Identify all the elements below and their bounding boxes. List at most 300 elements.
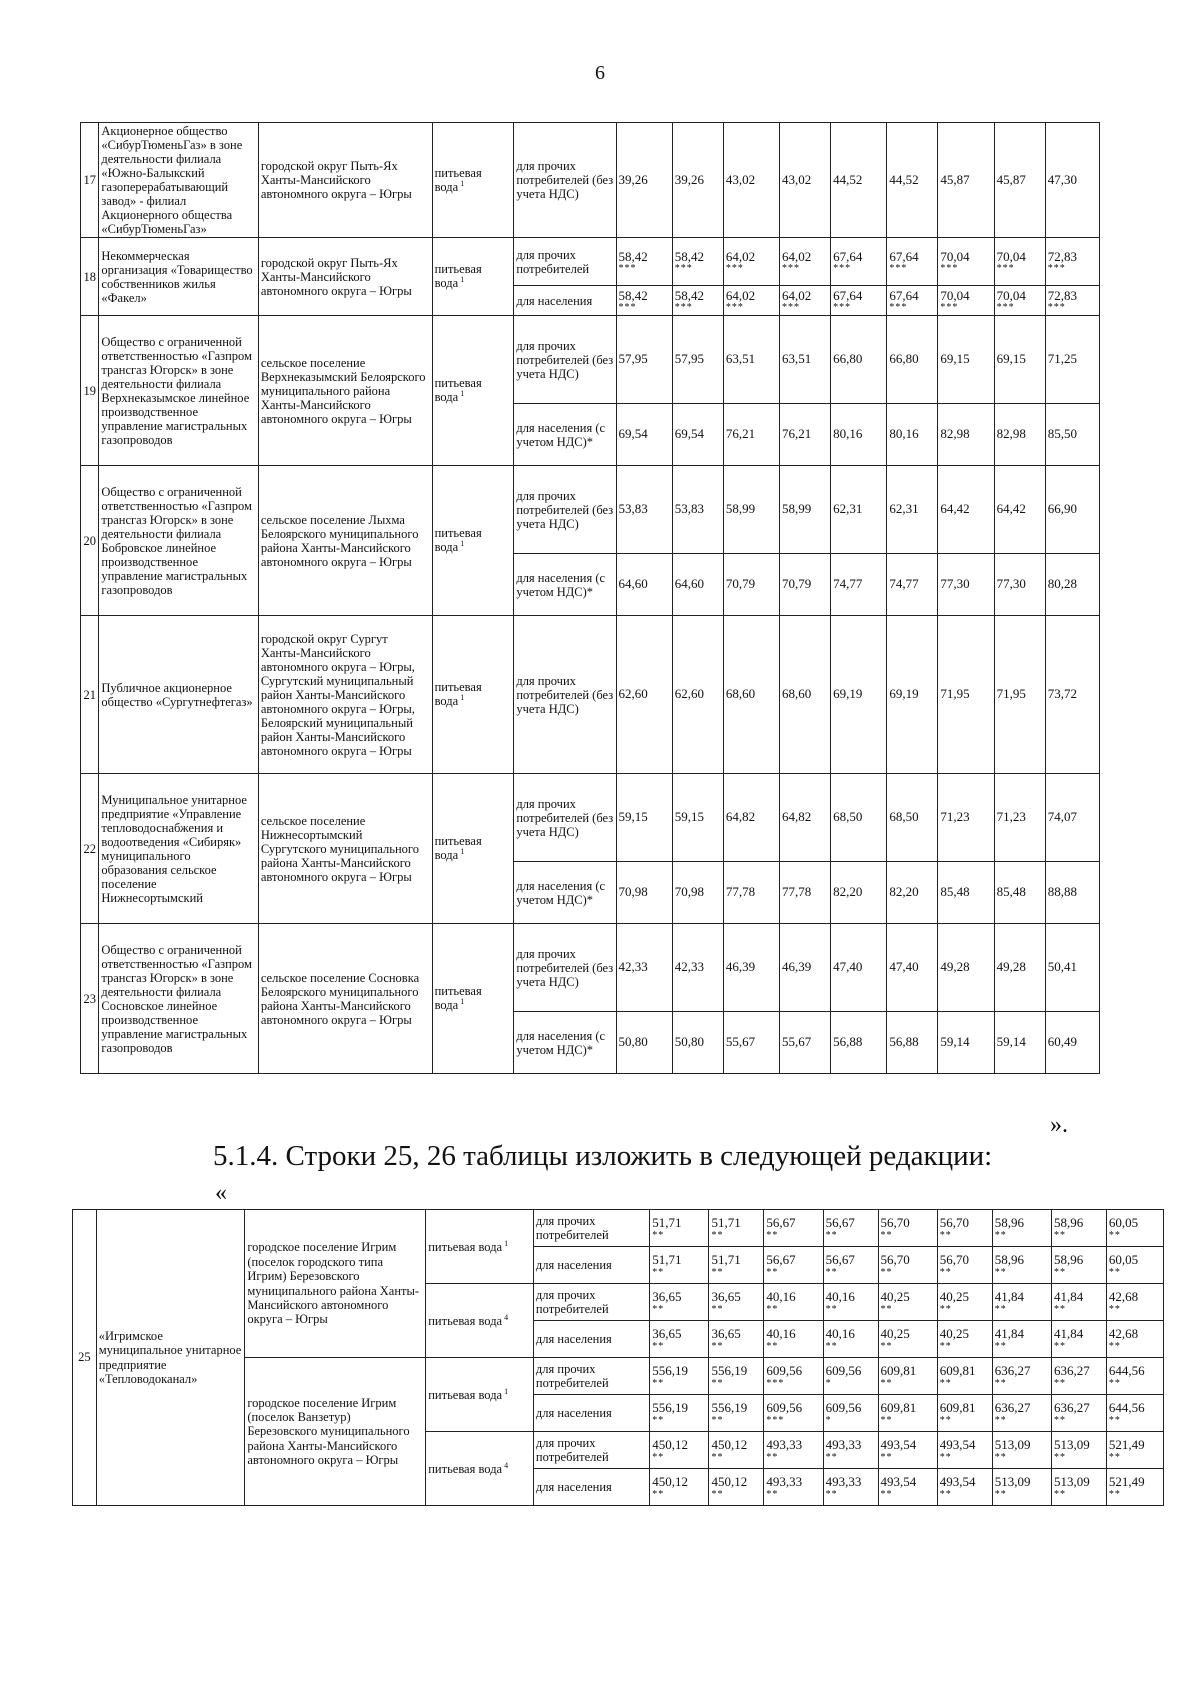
tariff-value (616, 238, 672, 286)
tariff-number: 42,68 (1108, 1326, 1139, 1342)
footnote-stars: ** (939, 1229, 952, 1241)
footnote-stars: ** (994, 1451, 1007, 1463)
tariff-number: 77,78 (725, 884, 756, 900)
footnote-stars: ** (1108, 1377, 1121, 1389)
tariff-value (672, 774, 723, 862)
tariff-value (723, 238, 779, 286)
tariff-number: 64,02 (782, 248, 812, 264)
tariff-number: 66,90 (1047, 501, 1077, 517)
organization-name: «Игримское муниципальное унитарное предприятие «Тепловодоканал» (96, 1210, 245, 1506)
tariff-value (823, 1469, 878, 1506)
footnote-stars: ** (652, 1377, 665, 1389)
tariff-number: 58,42 (618, 248, 648, 264)
resource-type (432, 466, 514, 616)
tariff-number: 59,15 (618, 809, 648, 825)
tariff-value (1045, 862, 1099, 924)
footnote-stars: ** (652, 1266, 665, 1278)
tariff-number: 40,25 (880, 1326, 910, 1342)
tariff-value (937, 1210, 992, 1247)
tariff-value (723, 554, 779, 616)
consumer-category: для прочих потребителей (без учета НДС) (514, 924, 616, 1012)
tariff-value (616, 774, 672, 862)
footnote-stars: ** (880, 1451, 893, 1463)
tariff-number: 68,50 (889, 809, 919, 825)
tariff-value (709, 1210, 764, 1247)
footnote-stars: ** (994, 1303, 1007, 1315)
tariff-number: 64,60 (618, 576, 648, 592)
tariff-number: 609,81 (939, 1363, 976, 1379)
tariff-value (831, 554, 887, 616)
tariff-number: 56,88 (833, 1034, 863, 1050)
tariff-value (672, 616, 723, 774)
footnote-stars: ** (939, 1414, 952, 1426)
tariff-value (650, 1321, 709, 1358)
tariff-value (831, 862, 887, 924)
tariff-number: 85,50 (1047, 426, 1077, 442)
territory: городское поселение Игрим (поселок Ванзетур) Березовского муниципального района Ханты-Мансийского автономного округа – Югры (245, 1358, 426, 1506)
tariff-value (938, 774, 994, 862)
tariff-value (672, 238, 723, 286)
tariff-value (672, 316, 723, 404)
tariff-value (616, 554, 672, 616)
tariff-number: 70,04 (996, 248, 1026, 264)
tariff-number: 36,65 (652, 1289, 682, 1305)
tariff-value (887, 862, 938, 924)
tariff-number: 57,95 (618, 351, 648, 367)
tariff-value (1051, 1247, 1106, 1284)
footnote-stars: ** (1108, 1488, 1121, 1500)
tariff-number: 68,60 (725, 686, 756, 702)
consumer-category: для прочих потребителей (514, 238, 616, 286)
tariff-value (616, 616, 672, 774)
tariff-number: 40,25 (939, 1326, 970, 1342)
tariff-number: 59,14 (940, 1034, 970, 1050)
footnote-marker: 4 (504, 1312, 509, 1322)
resource-label: питьевая вода (428, 1239, 503, 1254)
tariff-number: 51,71 (652, 1215, 682, 1231)
tariff-number: 73,72 (1047, 686, 1077, 702)
tariff-number: 45,87 (996, 171, 1026, 187)
territory: сельское поселение Нижнесортымский Сургутского муниципального района Ханты-Мансийского автономного округа – Югры (258, 774, 432, 924)
territory: сельское поселение Сосновка Белоярского муниципального района Ханты-Мансийского автономного округа – Югры (258, 924, 432, 1074)
tariff-number: 69,15 (996, 351, 1026, 367)
tariff-value (709, 1358, 764, 1395)
tariff-value (672, 924, 723, 1012)
tariff-number: 85,48 (940, 884, 970, 900)
tariff-number: 636,27 (1053, 1400, 1090, 1416)
resource-label: питьевая вода (434, 165, 482, 195)
tariff-value (878, 1358, 937, 1395)
tariff-number: 70,98 (674, 884, 704, 900)
tariff-value (723, 404, 779, 466)
tariff-number: 636,27 (994, 1400, 1031, 1416)
tariff-number: 44,52 (889, 171, 919, 187)
tariff-number: 70,04 (940, 287, 970, 303)
footnote-stars: ** (1053, 1266, 1066, 1278)
consumer-category: для населения (с учетом НДС)* (514, 862, 616, 924)
footnote-stars: ** (825, 1340, 838, 1352)
footnote-stars: *** (996, 263, 1015, 275)
tariff-number: 74,77 (889, 576, 919, 592)
footnote-stars: *** (725, 263, 744, 275)
tariff-value (1045, 774, 1099, 862)
footnote-stars: ** (939, 1488, 952, 1500)
footnote-stars: ** (766, 1451, 779, 1463)
tariff-number: 55,67 (725, 1034, 756, 1050)
resource-label: питьевая вода (434, 526, 482, 555)
footnote-stars: ** (939, 1266, 952, 1278)
tariff-value (723, 774, 779, 862)
footnote-stars: ** (825, 1451, 838, 1463)
footnote-stars: ** (1108, 1451, 1121, 1463)
consumer-category: для прочих потребителей (без учета НДС) (514, 123, 616, 238)
tariff-value (937, 1395, 992, 1432)
tariff-value (831, 404, 887, 466)
tariff-number: 57,95 (674, 351, 704, 367)
tariff-number: 60,05 (1108, 1252, 1139, 1268)
tariff-value (1106, 1469, 1163, 1506)
consumer-category: для прочих потребителей (без учета НДС) (514, 466, 616, 554)
tariff-value (764, 1358, 823, 1395)
territory: городской округ Пыть-Ях Ханты-Мансийского автономного округа – Югры (258, 238, 432, 316)
tariff-number: 77,30 (996, 576, 1026, 592)
tariff-value (764, 1210, 823, 1247)
tariff-number: 556,19 (711, 1400, 748, 1416)
footnote-marker: 1 (504, 1238, 509, 1248)
tariff-value (1051, 1358, 1106, 1395)
tariff-value (992, 1247, 1051, 1284)
tariff-number: 70,98 (618, 884, 648, 900)
tariff-number: 46,39 (725, 959, 756, 975)
tariff-number: 56,70 (939, 1215, 970, 1231)
resource-type (432, 774, 514, 924)
footnote-marker: 1 (460, 178, 465, 188)
tariff-number: 450,12 (652, 1474, 688, 1490)
tariff-number: 493,33 (766, 1474, 803, 1490)
row-number: 17 (81, 123, 99, 238)
tariff-value (992, 1321, 1051, 1358)
tariff-number: 71,95 (940, 686, 970, 702)
tariff-value (823, 1247, 878, 1284)
tariff-value (764, 1321, 823, 1358)
row-number: 21 (81, 616, 99, 774)
tariff-value (723, 316, 779, 404)
tariff-number: 56,67 (825, 1215, 855, 1231)
footnote-stars: *** (782, 302, 801, 314)
tariff-number: 58,42 (674, 287, 704, 303)
tariff-value (992, 1469, 1051, 1506)
tariff-value (723, 1012, 779, 1074)
tariff-number: 42,33 (618, 959, 648, 975)
tariff-number: 42,33 (674, 959, 704, 975)
tariff-number: 69,19 (833, 686, 863, 702)
footnote-stars: ** (939, 1377, 952, 1389)
footnote-stars: ** (994, 1340, 1007, 1352)
tariff-value (938, 238, 994, 286)
consumer-category: для прочих потребителей (533, 1210, 649, 1247)
footnote-stars: ** (711, 1229, 724, 1241)
footnote-marker: 4 (504, 1460, 509, 1470)
footnote-stars: ** (711, 1451, 724, 1463)
footnote-stars: *** (940, 302, 959, 314)
footnote-stars: *** (996, 302, 1015, 314)
tariff-number: 72,83 (1047, 248, 1077, 264)
table-row (81, 123, 1100, 238)
row-number: 22 (81, 774, 99, 924)
row-number: 18 (81, 238, 99, 316)
footnote-stars: ** (1108, 1414, 1121, 1426)
footnote-stars: *** (674, 302, 693, 314)
tariff-number: 67,64 (833, 287, 863, 303)
tariff-value (780, 316, 831, 404)
footnote-stars: *** (674, 263, 693, 275)
tariff-value (672, 123, 723, 238)
tariff-number: 39,26 (618, 171, 648, 187)
tariff-value (887, 238, 938, 286)
tariff-number: 64,02 (725, 287, 756, 303)
tariff-number: 68,60 (782, 686, 812, 702)
footnote-stars: ** (766, 1488, 779, 1500)
tariff-number: 59,14 (996, 1034, 1026, 1050)
territory: сельское поселение Верхнеказымский Белоярского муниципального района Ханты-Мансийского автономного округа – Югры (258, 316, 432, 466)
table-row (81, 924, 1100, 1012)
tariff-value (650, 1358, 709, 1395)
footnote-stars: ** (880, 1488, 893, 1500)
tariff-number: 45,87 (940, 171, 970, 187)
tariff-number: 82,20 (889, 884, 919, 900)
tariff-value (616, 924, 672, 1012)
footnote-stars: *** (833, 263, 852, 275)
tariff-value (1045, 238, 1099, 286)
tariff-number: 70,79 (782, 576, 812, 592)
tariff-value (780, 404, 831, 466)
footnote-stars: *** (1047, 263, 1066, 275)
tariff-number: 69,19 (889, 686, 919, 702)
tariff-value (887, 924, 938, 1012)
tariff-value (650, 1247, 709, 1284)
tariff-number: 44,52 (833, 171, 863, 187)
footnote-stars: ** (1108, 1340, 1121, 1352)
table-row (81, 238, 1100, 286)
footnote-stars: ** (652, 1229, 665, 1241)
consumer-category: для прочих потребителей (533, 1358, 649, 1395)
page-number: 6 (595, 62, 605, 84)
tariff-number: 513,09 (1053, 1474, 1090, 1490)
territory: сельское поселение Лыхма Белоярского муниципального района Ханты-Мансийского автономного округа – Югры (258, 466, 432, 616)
footnote-stars: ** (1053, 1377, 1066, 1389)
consumer-category: для населения (с учетом НДС)* (514, 404, 616, 466)
tariff-value (831, 316, 887, 404)
tariff-number: 64,02 (782, 287, 812, 303)
tariff-value (994, 123, 1045, 238)
tariff-number: 80,28 (1047, 576, 1077, 592)
tariff-value (1045, 404, 1099, 466)
footnote-marker: 1 (460, 847, 465, 857)
tariff-number: 51,71 (652, 1252, 682, 1268)
footnote-stars: ** (1053, 1451, 1066, 1463)
tariff-number: 493,33 (825, 1437, 862, 1453)
tariff-value (878, 1284, 937, 1321)
footnote-stars: ** (939, 1451, 952, 1463)
resource-type (432, 123, 514, 238)
tariff-number: 62,31 (833, 501, 863, 517)
footnote-stars: ** (766, 1340, 779, 1352)
tariff-value (672, 1012, 723, 1074)
tariff-value (994, 316, 1045, 404)
tariff-number: 493,33 (766, 1437, 803, 1453)
tariff-number: 62,60 (618, 686, 648, 702)
organization-name: Общество с ограниченной ответственностью «Газпром трансгаз Югорск» в зоне деятельности филиала Бобровское линейное производственное управление магистральных газопроводов (99, 466, 258, 616)
footnote-stars: *** (833, 302, 852, 314)
tariff-value (1106, 1247, 1163, 1284)
tariff-value (938, 404, 994, 466)
footnote-stars: ** (1108, 1229, 1121, 1241)
tariff-value (1051, 1321, 1106, 1358)
tariff-number: 41,84 (994, 1326, 1024, 1342)
tariff-number: 58,96 (1053, 1252, 1084, 1268)
tariff-value (831, 238, 887, 286)
tariff-value (709, 1321, 764, 1358)
tariff-number: 67,64 (889, 287, 919, 303)
tariff-number: 69,54 (674, 426, 704, 442)
footnote-stars: ** (711, 1303, 724, 1315)
footnote-stars: ** (880, 1340, 893, 1352)
footnote-stars: ** (994, 1229, 1007, 1241)
tariff-number: 493,54 (939, 1437, 976, 1453)
tariff-value (823, 1395, 878, 1432)
tariff-number: 493,54 (880, 1437, 917, 1453)
tariff-table-bottom (72, 1209, 1164, 1506)
tariff-number: 71,25 (1047, 351, 1077, 367)
tariff-number: 42,68 (1108, 1289, 1139, 1305)
tariff-value (723, 616, 779, 774)
tariff-value (937, 1358, 992, 1395)
tariff-value (780, 1012, 831, 1074)
tariff-value (887, 316, 938, 404)
tariff-number: 56,70 (880, 1215, 910, 1231)
tariff-number: 82,98 (940, 426, 970, 442)
footnote-stars: ** (1053, 1303, 1066, 1315)
tariff-number: 60,05 (1108, 1215, 1139, 1231)
tariff-number: 82,98 (996, 426, 1026, 442)
footnote-stars: ** (994, 1414, 1007, 1426)
footnote-stars: ** (1053, 1488, 1066, 1500)
consumer-category: для прочих потребителей (533, 1432, 649, 1469)
footnote-stars: ** (711, 1377, 724, 1389)
tariff-value (994, 554, 1045, 616)
tariff-number: 47,40 (889, 959, 919, 975)
consumer-category: для прочих потребителей (без учета НДС) (514, 616, 616, 774)
footnote-stars: ** (825, 1303, 838, 1315)
tariff-value (650, 1395, 709, 1432)
consumer-category: для населения (с учетом НДС)* (514, 1012, 616, 1074)
consumer-category: для прочих потребителей (533, 1284, 649, 1321)
tariff-number: 556,19 (652, 1400, 688, 1416)
tariff-number: 71,23 (940, 809, 970, 825)
tariff-number: 609,81 (880, 1363, 917, 1379)
tariff-number: 60,49 (1047, 1034, 1077, 1050)
tariff-value (780, 466, 831, 554)
tariff-number: 644,56 (1108, 1400, 1145, 1416)
tariff-value (723, 862, 779, 924)
row-number: 23 (81, 924, 99, 1074)
footnote-stars: ** (880, 1414, 893, 1426)
tariff-value (1045, 316, 1099, 404)
footnote-stars: ** (1053, 1340, 1066, 1352)
tariff-value (938, 862, 994, 924)
tariff-number: 40,25 (880, 1289, 910, 1305)
tariff-value (723, 123, 779, 238)
footnote-stars: ** (711, 1488, 724, 1500)
consumer-category: для населения (533, 1469, 649, 1506)
footnote-stars: ** (825, 1229, 838, 1241)
footnote-stars: ** (652, 1451, 665, 1463)
tariff-number: 41,84 (1053, 1289, 1084, 1305)
resource-type (426, 1210, 534, 1284)
resource-type (426, 1358, 534, 1432)
tariff-value (616, 466, 672, 554)
footnote-stars: *** (889, 302, 908, 314)
tariff-number: 58,42 (674, 248, 704, 264)
tariff-value (1045, 123, 1099, 238)
tariff-value (764, 1284, 823, 1321)
tariff-number: 70,79 (725, 576, 756, 592)
tariff-value (831, 1012, 887, 1074)
tariff-number: 636,27 (994, 1363, 1031, 1379)
tariff-number: 41,84 (1053, 1326, 1084, 1342)
tariff-number: 50,41 (1047, 959, 1077, 975)
tariff-value (616, 404, 672, 466)
tariff-number: 36,65 (711, 1326, 741, 1342)
tariff-value (1045, 924, 1099, 1012)
tariff-value (672, 862, 723, 924)
tariff-number: 36,65 (652, 1326, 682, 1342)
footnote-stars: ** (766, 1303, 779, 1315)
consumer-category: для населения (533, 1395, 649, 1432)
tariff-number: 36,65 (711, 1289, 741, 1305)
tariff-value (887, 286, 938, 316)
tariff-value (723, 286, 779, 316)
tariff-number: 521,49 (1108, 1437, 1145, 1453)
tariff-value (992, 1395, 1051, 1432)
tariff-value (672, 466, 723, 554)
tariff-number: 513,09 (994, 1474, 1031, 1490)
tariff-number: 41,84 (994, 1289, 1024, 1305)
footnote-marker: 1 (460, 539, 465, 549)
tariff-number: 62,60 (674, 686, 704, 702)
tariff-number: 43,02 (782, 171, 812, 187)
tariff-number: 493,33 (825, 1474, 862, 1490)
tariff-value (764, 1432, 823, 1469)
tariff-number: 56,67 (825, 1252, 855, 1268)
tariff-number: 450,12 (652, 1437, 688, 1453)
table-row (73, 1210, 1164, 1247)
tariff-number: 70,04 (996, 287, 1026, 303)
footnote-stars: ** (652, 1488, 665, 1500)
tariff-value (823, 1210, 878, 1247)
tariff-number: 64,42 (940, 501, 970, 517)
footnote-stars: ** (825, 1488, 838, 1500)
table-row (81, 466, 1100, 554)
tariff-value (831, 286, 887, 316)
tariff-value (709, 1284, 764, 1321)
tariff-value (878, 1469, 937, 1506)
footnote-stars: ** (1108, 1303, 1121, 1315)
tariff-value (780, 774, 831, 862)
tariff-number: 64,42 (996, 501, 1026, 517)
tariff-value (878, 1395, 937, 1432)
tariff-value (1106, 1358, 1163, 1395)
